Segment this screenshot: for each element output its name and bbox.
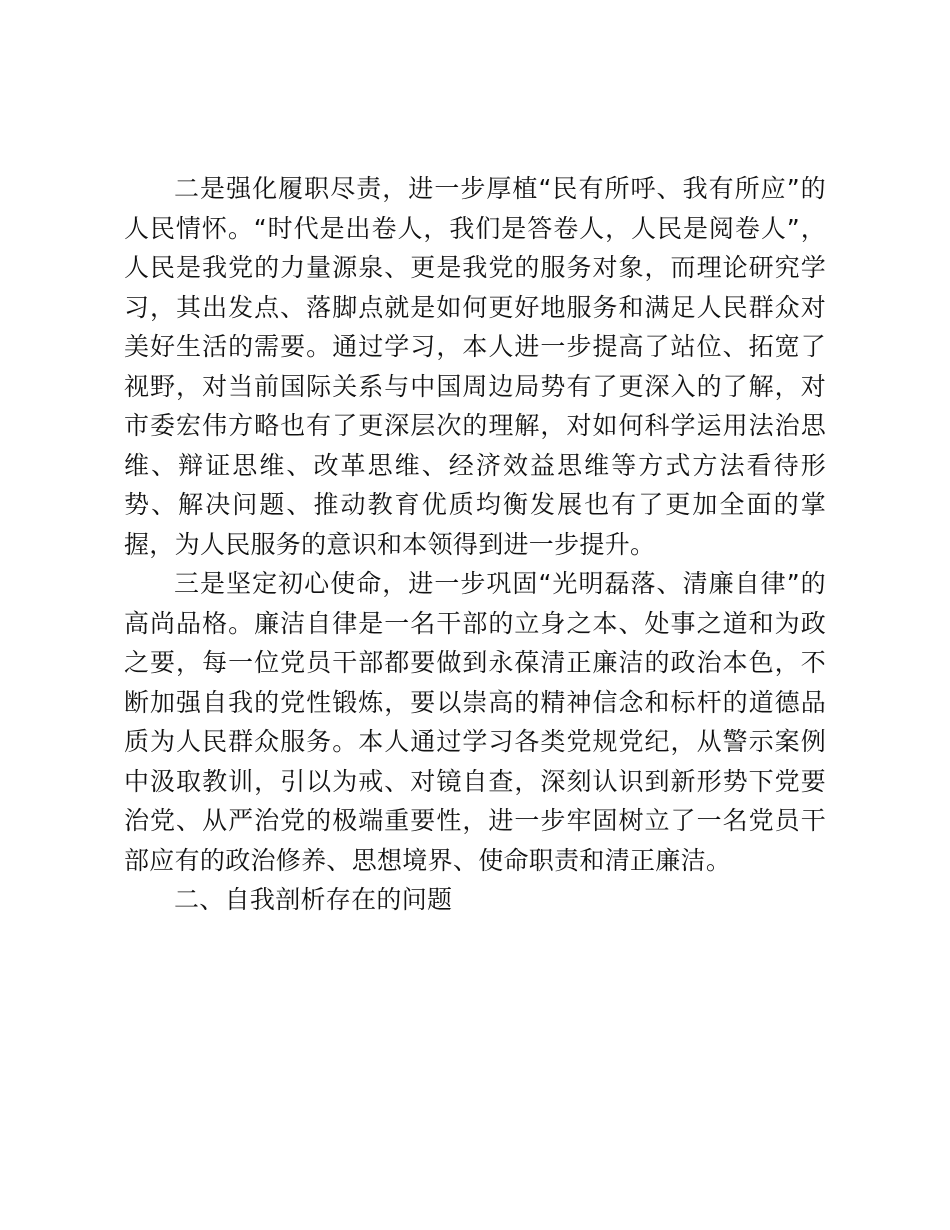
section-heading: 二、自我剖析存在的问题 bbox=[174, 885, 453, 914]
paragraph-integrity: 三是坚定初心使命，进一步巩固“光明磊落、清廉自律”的高尚品格。廉洁自律是一名干部的立身之本、处事之道和为政之要，每一位党员干部都要做到永葆清正廉洁的政治本色，不断加强自我的党性锻炼，要以崇高的精神信念和标杆的道德品质为人民群众服务。本人通过学习各类党规党纪，从警示案例中汲取教训，引以为戒、对镜自查，深刻认识到新形势下党要治党、从严治党的极端重要性，进一步牢固树立了一名党员干部应有的政治修养、思想境界、使命职责和清正廉洁。 bbox=[124, 569, 826, 875]
document-page bbox=[124, 169, 826, 920]
paragraph-duty: 二是强化履职尽责，进一步厚植“民有所呼、我有所应”的人民情怀。“时代是出卷人，我们是答卷人，人民是阅卷人”，人民是我党的力量源泉、更是我党的服务对象，而理论研究学习，其出发点、落脚点就是如何更好地服务和满足人民群众对美好生活的需要。通过学习，本人进一步提高了站位、拓宽了视野，对当前国际关系与中国周边局势有了更深入的了解，对市委宏伟方略也有了更深层次的理解，对如何科学运用法治思维、辩证思维、改革思维、经济效益思维等方式方法看待形势、解决问题、推动教育优质均衡发展也有了更加全面的掌握，为人民服务的意识和本领得到进一步提升。 bbox=[124, 174, 826, 559]
